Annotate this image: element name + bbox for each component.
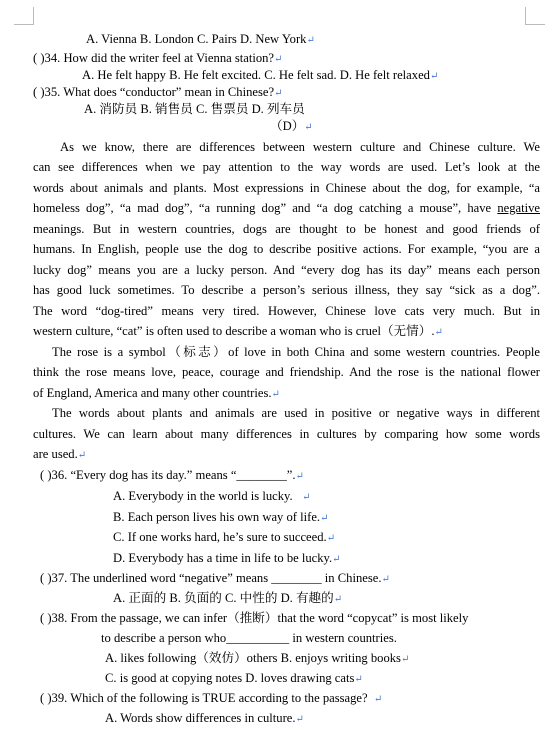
q36-option-a: A. Everybody in the world is lucky. ↵ [113,489,311,503]
passage-p2-line-3: of England, America and many other countries.↵ [33,386,280,400]
section-title: （D）↵ [270,119,313,133]
passage-p1-line-5: meanings. But in western countries, dogs are thought to be honest and good friends of [33,222,540,236]
page-corner-mark-left [33,7,34,25]
q37-stem: ( )37. The underlined word “negative” means ________ in Chinese.↵ [40,571,390,585]
passage-p3-line-1: The words about plants and animals are used in positive or negative ways in different [52,406,540,420]
q38-stem-continued: to describe a person who__________ in western countries. [101,631,397,645]
passage-p2-line-1: The rose is a symbol（标志）of love in both China and some western countries. People [52,345,540,359]
passage-p1-line-1: As we know, there are differences between western culture and Chinese culture. We [60,140,540,154]
page-corner-mark-right [525,7,526,25]
q39-option-a: A. Words show differences in culture.↵ [105,711,304,725]
q39-stem: ( )39. Which of the following is TRUE according to the passage? ↵ [40,691,383,705]
q36-stem: ( )36. “Every dog has its day.” means “________”.↵ [40,468,304,482]
q35-stem: ( )35. What does “conductor” mean in Chinese?↵ [33,85,283,99]
q36-option-d: D. Everybody has a time in life to be lucky.↵ [113,551,341,565]
passage-p1-line-10: western culture, “cat” is often used to describe a woman who is cruel（无情）.↵ [33,324,443,338]
q38-options-row-1: A. likes following（效仿）others B. enjoys writing books↵ [105,651,410,665]
passage-p1-line-6: humans. In English, people use the dog to describe positive actions. For example, “you are a [33,242,540,256]
q36-option-b: B. Each person lives his own way of life.↵ [113,510,329,524]
q34-stem: ( )34. How did the writer feel at Vienna station?↵ [33,51,283,65]
passage-p1-line-4 [33,200,540,216]
q35-options: A. 消防员 B. 销售员 C. 售票员 D. 列车员 [84,102,305,116]
passage-p1-line-9: The word “dog-tired” means very tired. However, Chinese love cats very much. But in [33,304,540,318]
q37-options: A. 正面的 B. 负面的 C. 中性的 D. 有趣的↵ [113,591,343,605]
q36-option-c: C. If one works hard, he’s sure to succeed.↵ [113,530,336,544]
q38-stem: ( )38. From the passage, we can infer（推断）that the word “copycat” is most likely [40,611,469,625]
passage-p1-line-8: has good luck sometimes. To describe a person’s serious illness, they say “sick as a dog”. [33,283,540,297]
q33-options: A. Vienna B. London C. Pairs D. New York↵ [86,32,315,46]
page-corner-mark-right-h [525,24,545,25]
passage-p1-line-7: lucky dog” means you are a lucky person. And “every dog has its day” means each person [33,263,540,277]
passage-p1-line-3: words about animals and plants. Most expressions in Chinese about the dog, for example, “a [33,181,540,195]
passage-p3-line-3: are used.↵ [33,447,87,461]
passage-p1-line-2: can see differences when we pay attention to the way words are used. Let’s look at the [33,160,540,174]
q34-options: A. He felt happy B. He felt excited. C. He felt sad. D. He felt relaxed↵ [82,68,439,82]
q38-options-row-2: C. is good at copying notes D. loves drawing cats↵ [105,671,363,685]
page-corner-mark-left-h [14,24,34,25]
passage-p1-line-4-text: homeless dog”, “a mad dog”, “a running dog” and “a dog catching a mouse”, have [33,201,492,215]
passage-p2-line-2: think the rose means love, peace, courage and friendship. And the rose is the national flower [33,365,540,379]
passage-p3-line-2: cultures. We can learn about many differences in cultures by comparing how some words [33,427,540,441]
underlined-word-negative: negative [497,201,540,215]
